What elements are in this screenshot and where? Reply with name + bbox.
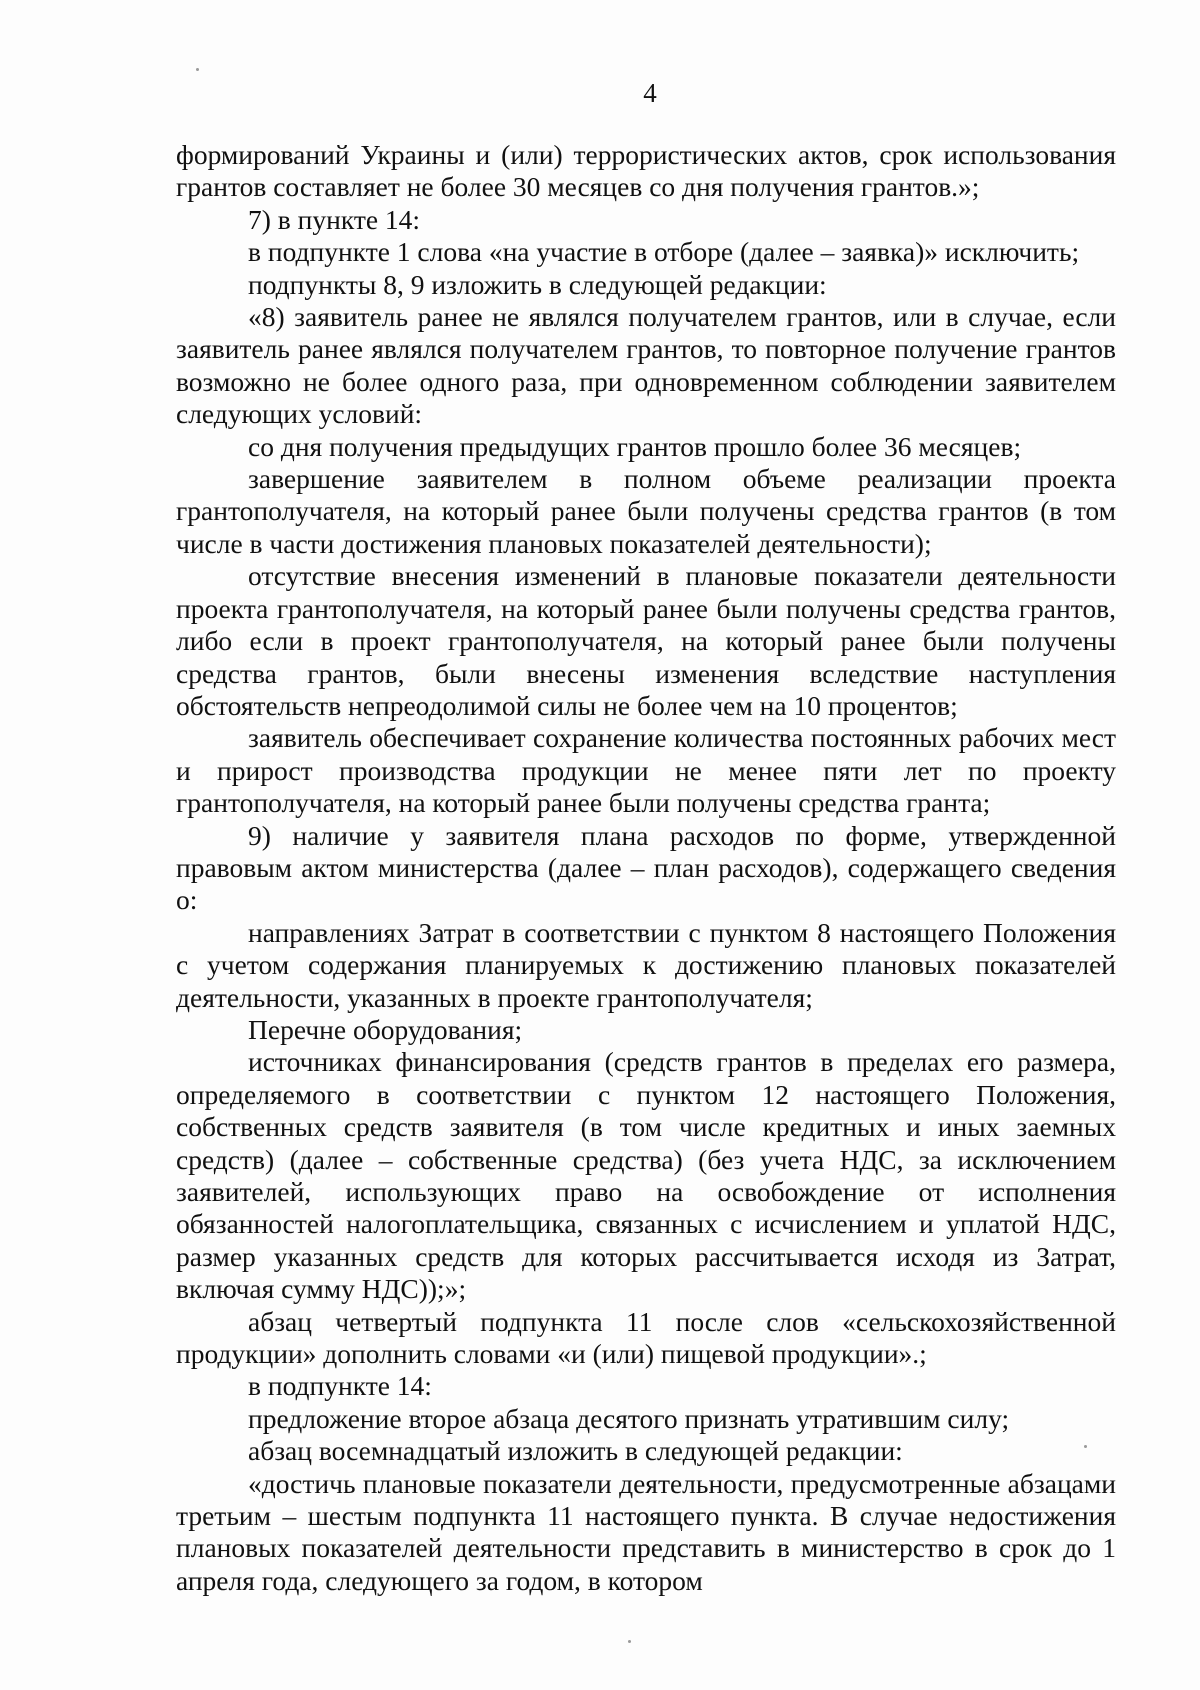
page-number: 4 bbox=[643, 78, 657, 108]
paragraph: формирований Украины и (или) террористических актов, срок использования грантов составляет не более 30 месяцев со дня получения грантов.»; bbox=[176, 139, 1116, 203]
paragraph: «достичь плановые показатели деятельности, предусмотренные абзацами третьим – шестым подпункта 11 настоящего пункта. В случае недостижения плановых показателей деятельности представить в министерство в срок до 1 апреля года, следующего за годом, в котором bbox=[176, 1467, 1116, 1596]
paragraph: абзац восемнадцатый изложить в следующей редакции: bbox=[248, 1435, 903, 1467]
paragraph: источниках финансирования (средств грантов в пределах его размера, определяемого в соответствии с пунктом 12 настоящего Положения, собственных средств заявителя (в том числе кредитных и иных заемных средств) (далее – собственные средства) (без учета НДС, за исключением заявителей, использующих право на освобождение от исполнения обязанностей налогоплательщика, связанных с исчислением и уплатой НДС, размер указанных средств для которых рассчитывается исходя из Затрат, включая сумму НДС));»; bbox=[176, 1046, 1116, 1305]
paragraph: абзац четвертый подпункта 11 после слов «сельскохозяйственной продукции» дополнить словами «и (или) пищевой продукции».; bbox=[176, 1305, 1116, 1370]
scan-speck bbox=[196, 68, 199, 71]
paragraph: 7) в пункте 14: bbox=[248, 203, 421, 235]
paragraph: завершение заявителем в полном объеме реализации проекта грантополучателя, на который ранее были получены средства грантов (в том числе в части достижения плановых показателей деятельности); bbox=[176, 463, 1116, 559]
paragraph: подпункты 8, 9 изложить в следующей редакции: bbox=[248, 268, 827, 300]
scan-speck bbox=[628, 1640, 631, 1643]
paragraph: направлениях Затрат в соответствии с пунктом 8 настоящего Положения с учетом содержания планируемых к достижению плановых показателей деятельности, указанных в проекте грантополучателя; bbox=[176, 916, 1116, 1013]
paragraph: «8) заявитель ранее не являлся получателем грантов, или в случае, если заявитель ранее являлся получателем грантов, то повторное получение грантов возможно не более одного раза, при одновременном соблюдении заявителем следующих условий: bbox=[176, 301, 1116, 430]
paragraph: отсутствие внесения изменений в плановые показатели деятельности проекта грантополучателя, на который ранее были получены средства грантов, либо если в проект грантополучателя, на который ранее были получены средства грантов, были внесены изменения вследствие наступления обстоятельств непреодолимой силы не более чем на 10 процентов; bbox=[176, 560, 1116, 721]
paragraph: в подпункте 1 слова «на участие в отборе (далее – заявка)» исключить; bbox=[248, 236, 1080, 268]
paragraph: Перечне оборудования; bbox=[248, 1013, 523, 1045]
paragraph: предложение второе абзаца десятого признать утратившим силу; bbox=[248, 1402, 1010, 1434]
paragraph: 9) наличие у заявителя плана расходов по форме, утвержденной правовым актом министерства (далее – план расходов), содержащего сведения о: bbox=[176, 819, 1116, 916]
paragraph: в подпункте 14: bbox=[248, 1370, 432, 1402]
paragraph: заявитель обеспечивает сохранение количества постоянных рабочих мест и прирост производства продукции не менее пяти лет по проекту грантополучателя, на который ранее были получены средства гранта; bbox=[176, 722, 1116, 819]
paragraph: со дня получения предыдущих грантов прошло более 36 месяцев; bbox=[248, 430, 1022, 462]
document-body bbox=[176, 139, 1116, 1597]
